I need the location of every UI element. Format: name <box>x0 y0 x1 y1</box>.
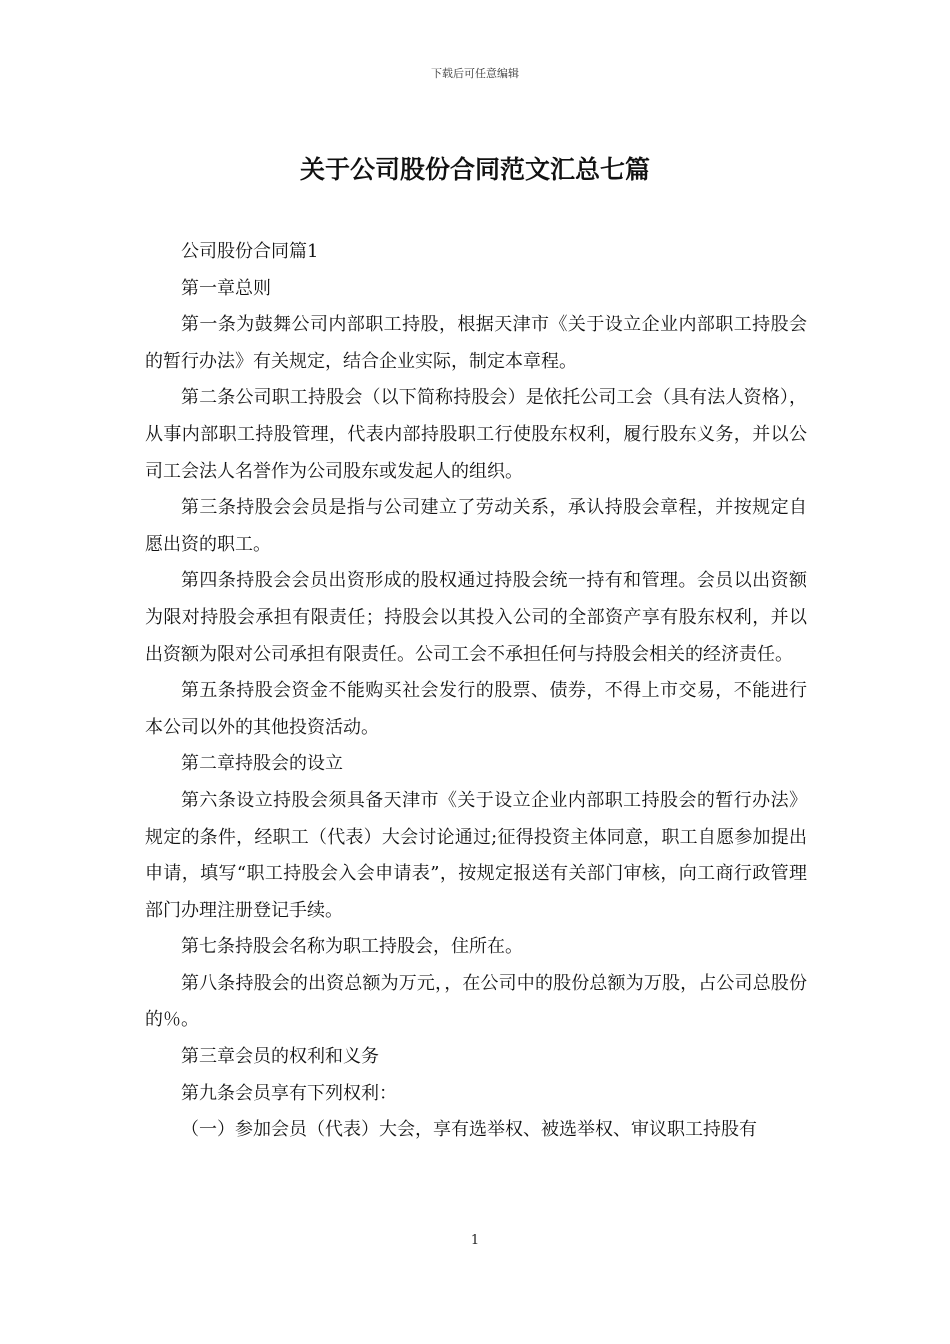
header-note: 下载后可任意编辑 <box>431 67 519 80</box>
paragraph: 第一条为鼓舞公司内部职工持股，根据天津市《关于设立企业内部职工持股会的暂行办法》有关规定，结合企业实际，制定本章程。 <box>145 314 807 372</box>
page-number: 1 <box>470 1233 480 1248</box>
paragraph: 第三条持股会会员是指与公司建立了劳动关系，承认持股会章程，并按规定自愿出资的职工。 <box>145 497 807 555</box>
paragraph: 第六条设立持股会须具备天津市《关于设立企业内部职工持股会的暂行办法》规定的条件，经职工（代表）大会讨论通过;征得投资主体同意，职工自愿参加提出申请，填写“职工持股会入会申请表”，按规定报送有关部门审核，向工商行政管理部门办理注册登记手续。 <box>145 789 807 921</box>
paragraph: 第四条持股会会员出资形成的股权通过持股会统一持有和管理。会员以出资额为限对持股会承担有限责任；持股会以其投入公司的全部资产享有股东权利，并以出资额为限对公司承担有限责任。公司工会不承担任何与持股会相关的经济责任。 <box>145 570 807 665</box>
paragraph: （一）参加会员（代表）大会，享有选举权、被选举权、审议职工持股有 <box>181 1119 757 1141</box>
paragraph: 第七条持股会名称为职工持股会，住所在。 <box>181 936 523 958</box>
paragraph: 公司股份合同篇1 <box>181 241 319 262</box>
paragraph: 第一章总则 <box>181 277 271 299</box>
paragraph: 第三章会员的权利和义务 <box>181 1046 379 1068</box>
paragraph: 第九条会员享有下列权利： <box>181 1082 397 1104</box>
paragraph: 第二章持股会的设立 <box>181 753 343 775</box>
paragraph: 第八条持股会的出资总额为万元，，在公司中的股份总额为万股，占公司总股份的％。 <box>145 972 807 1031</box>
paragraph: 第二条公司职工持股会（以下简称持股会）是依托公司工会（具有法人资格），从事内部职工持股管理，代表内部持股职工行使股东权利，履行股东义务，并以公司工会法人名誉作为公司股东或发起人的组织。 <box>145 387 807 482</box>
document-title: 关于公司股份合同范文汇总七篇 <box>299 155 650 184</box>
document-body <box>145 234 807 1149</box>
paragraph: 第五条持股会资金不能购买社会发行的股票、债券，不得上市交易，不能进行本公司以外的其他投资活动。 <box>145 680 807 738</box>
